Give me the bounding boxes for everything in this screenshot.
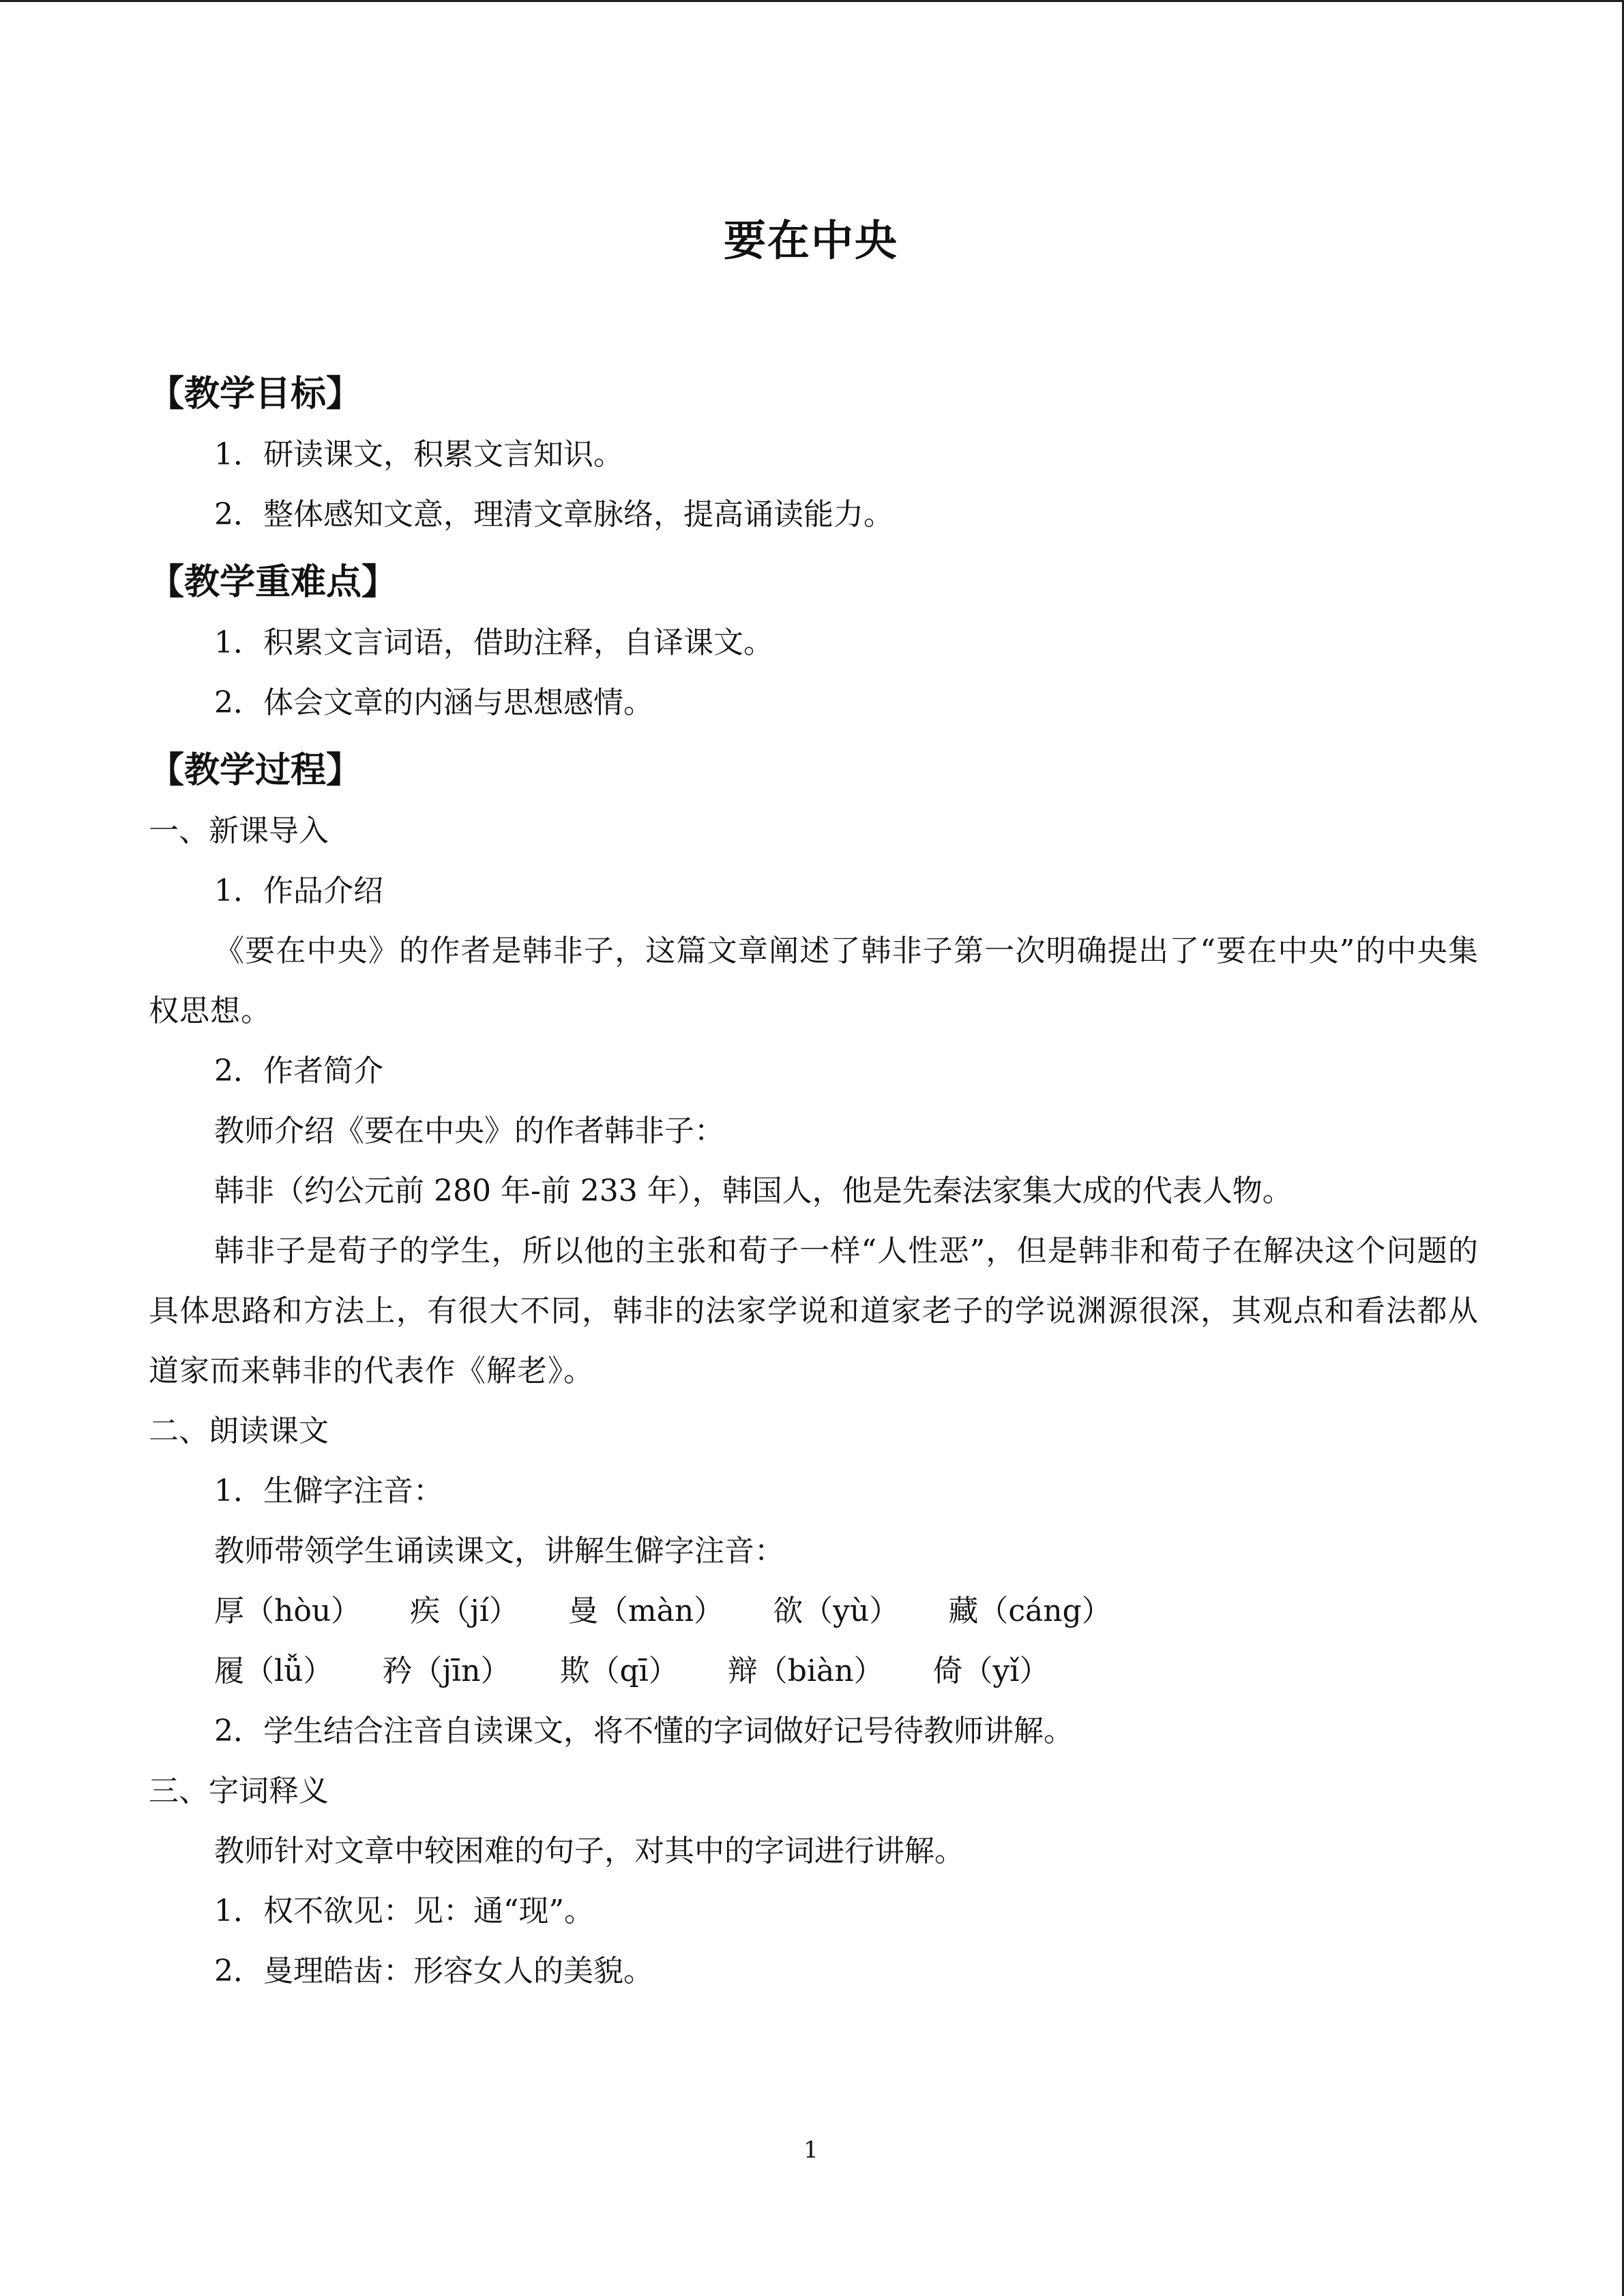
part2-self-reading-line: 2．学生结合注音自读课文，将不懂的字词做好记号待教师讲解。 xyxy=(214,1714,1074,1748)
part1-subheading-author-intro: 2．作者简介 xyxy=(214,1054,383,1088)
key-point-item-1: 1．积累文言词语，借助注释，自译课文。 xyxy=(214,625,773,660)
part1-author-paragraph: 韩非子是荀子的学生，所以他的主张和荀子一样“人性恶”，但是韩非和荀子在解决这个问题的具体思路和方法上，有很大不同，韩非的法家学说和道家老子的学说渊源很深，其观点和看法都从道家而来韩非的代表作《解老》。 xyxy=(149,1234,1479,1388)
part2-title: 二、朗读课文 xyxy=(149,1414,329,1448)
document-body xyxy=(149,357,1479,2001)
pinyin-item: 辩（biàn） xyxy=(727,1654,884,1688)
section-heading-key-points: 【教学重难点】 xyxy=(149,562,398,603)
part1-title: 一、新课导入 xyxy=(149,814,329,848)
part2-subheading-pronunciation: 1．生僻字注音： xyxy=(214,1474,443,1508)
document-title: 要在中央 xyxy=(723,215,898,265)
pinyin-item: 厚（hòu） xyxy=(214,1594,361,1628)
part3-definition-item-2: 2．曼理皓齿：形容女人的美貌。 xyxy=(214,1954,653,1988)
pinyin-item: 欲（yù） xyxy=(773,1594,900,1628)
part1-work-intro-paragraph: 《要在中央》的作者是韩非子，这篇文章阐述了韩非子第一次明确提出了“要在中央”的中央集权思想。 xyxy=(149,934,1479,1028)
part3-instruction-line: 教师针对文章中较困难的句子，对其中的字词进行讲解。 xyxy=(214,1834,964,1868)
section-heading-objectives: 【教学目标】 xyxy=(149,374,362,415)
objective-item-1: 1．研读课文，积累文言知识。 xyxy=(214,437,623,472)
pinyin-item: 倚（yǐ） xyxy=(932,1654,1050,1688)
key-point-item-2: 2．体会文章的内涵与思想感情。 xyxy=(214,685,653,720)
pinyin-item: 藏（cáng） xyxy=(948,1594,1112,1628)
part1-author-bio-line: 韩非（约公元前 280 年-前 233 年），韩国人，他是先秦法家集大成的代表人物。 xyxy=(214,1174,1293,1208)
part1-subheading-work-intro: 1．作品介绍 xyxy=(214,874,383,908)
pinyin-item: 曼（màn） xyxy=(567,1594,724,1628)
part3-title: 三、字词释义 xyxy=(149,1774,329,1808)
objective-item-2: 2．整体感知文意，理清文章脉络，提高诵读能力。 xyxy=(214,497,894,532)
part3-definition-item-1: 1．权不欲见：见：通“现”。 xyxy=(214,1894,594,1928)
part1-author-intro-line: 教师介绍《要在中央》的作者韩非子： xyxy=(214,1114,724,1148)
pinyin-item: 矜（jīn） xyxy=(382,1654,511,1688)
part2-instruction-line: 教师带领学生诵读课文，讲解生僻字注音： xyxy=(214,1534,784,1568)
pinyin-item: 履（lǚ） xyxy=(214,1654,334,1688)
pinyin-item: 欺（qī） xyxy=(559,1654,679,1688)
section-heading-process: 【教学过程】 xyxy=(149,750,362,791)
pinyin-item: 疾（jí） xyxy=(410,1594,519,1628)
pinyin-row-1 xyxy=(149,1581,1479,1641)
pinyin-row-2 xyxy=(149,1641,1479,1701)
page-number: 1 xyxy=(803,2136,818,2164)
